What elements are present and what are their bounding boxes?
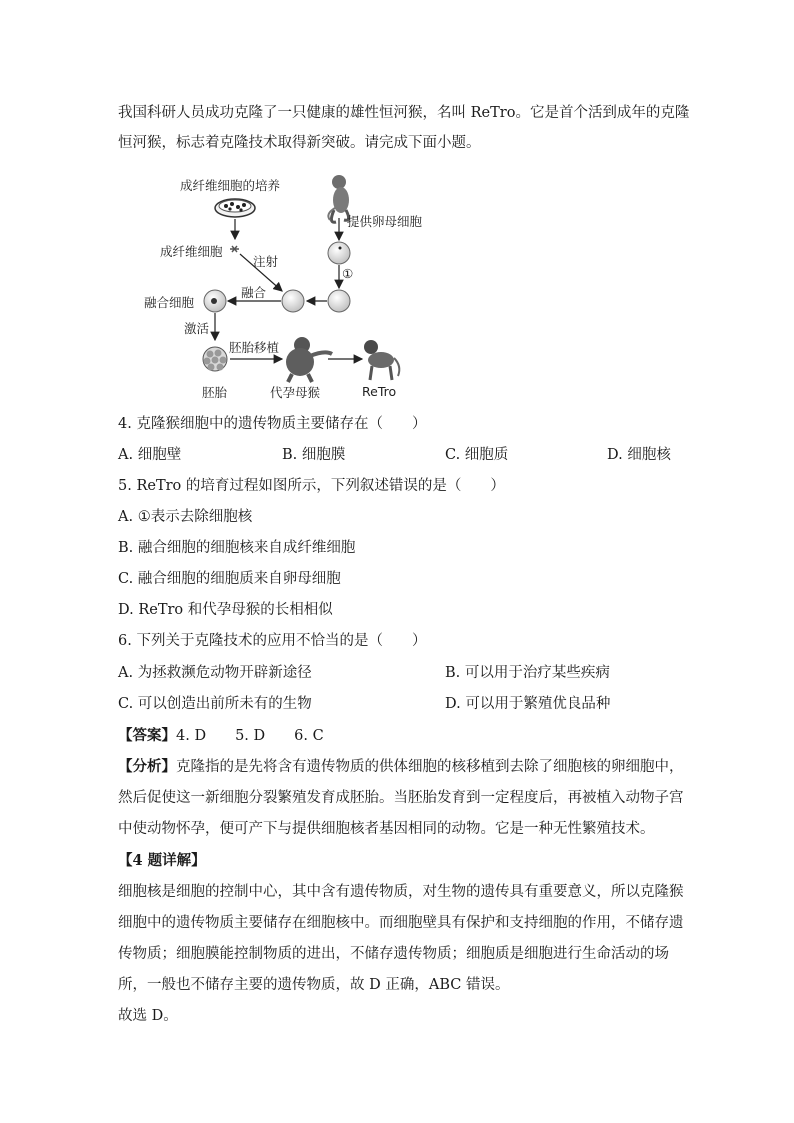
fusion-label: 融合 bbox=[241, 285, 267, 300]
embryo-icon bbox=[203, 347, 227, 371]
analysis-line-2: 然后促使这一新细胞分裂繁殖发育成胚胎。当胚胎发育到一定程度后，再被植入动物子宫 bbox=[118, 790, 684, 806]
fibroblast-label: 成纤维细胞 bbox=[160, 244, 223, 259]
step1-label: ① bbox=[342, 266, 354, 281]
culture-label: 成纤维细胞的培养 bbox=[180, 178, 281, 193]
cloning-diagram-svg bbox=[140, 162, 440, 407]
q5-option-c: C. 融合细胞的细胞质来自卵母细胞 bbox=[118, 571, 341, 587]
embryo-label: 胚胎 bbox=[202, 385, 228, 400]
detail4-tag: 【4 题详解】 bbox=[118, 852, 206, 869]
q5-stem: 5. ReTro 的培育过程如图所示，下列叙述错误的是（ ） bbox=[118, 478, 505, 494]
q5-option-d: D. ReTro 和代孕母猴的长相相似 bbox=[118, 602, 333, 618]
detail4-line-2: 细胞中的遗传物质主要储存在细胞核中。而细胞壁具有保护和支持细胞的作用，不储存遗 bbox=[118, 915, 684, 931]
q5-option-b: B. 融合细胞的细胞核来自成纤维细胞 bbox=[118, 540, 356, 556]
fibroblast-cell-icon bbox=[230, 246, 239, 252]
q4-option-c: C. 细胞质 bbox=[445, 447, 509, 463]
q6-option-c: C. 可以创造出前所未有的生物 bbox=[118, 696, 312, 712]
intro-line-2: 恒河猴，标志着克隆技术取得新突破。请完成下面小题。 bbox=[118, 135, 481, 151]
detail4-line-4: 所，一般也不储存主要的遗传物质，故 D 正确，ABC 错误。 bbox=[118, 977, 510, 993]
q6-option-b: B. 可以用于治疗某些疾病 bbox=[445, 665, 610, 681]
cloning-process-figure bbox=[140, 162, 440, 407]
detail4-line-1: 细胞核是细胞的控制中心，其中含有遗传物质，对生物的遗传具有重要意义，所以克隆猴 bbox=[118, 884, 684, 900]
provide-egg-label: 提供卵母细胞 bbox=[347, 214, 423, 229]
q4-stem: 4. 克隆猴细胞中的遗传物质主要储存在（ ） bbox=[118, 416, 427, 432]
q4-option-b: B. 细胞膜 bbox=[282, 447, 346, 463]
q6-stem: 6. 下列关于克隆技术的应用不恰当的是（ ） bbox=[118, 633, 427, 649]
answer-line bbox=[118, 726, 324, 746]
q4-option-d: D. 细胞核 bbox=[607, 447, 671, 463]
q6-option-a: A. 为拯救濒危动物开辟新途径 bbox=[118, 665, 312, 681]
retro-label: ReTro bbox=[362, 384, 397, 399]
analysis-text-1: 克隆指的是先将含有遗传物质的供体细胞的核移植到去除了细胞核的卵细胞中， bbox=[176, 759, 684, 775]
intro-line-1: 我国科研人员成功克隆了一只健康的雄性恒河猴，名叫 ReTro。它是首个活到成年的克隆 bbox=[118, 105, 690, 121]
detail4-line-3: 传物质；细胞膜能控制物质的进出，不储存遗传物质；细胞质是细胞进行生命活动的场 bbox=[118, 946, 669, 962]
detail4-line-5: 故选 D。 bbox=[118, 1008, 178, 1024]
petri-dish-icon bbox=[215, 199, 255, 217]
q5-option-a: A. ①表示去除细胞核 bbox=[118, 509, 253, 525]
activate-label: 激活 bbox=[184, 321, 210, 336]
embryo-transfer-label: 胚胎移植 bbox=[229, 340, 280, 355]
analysis-line-3: 中使动物怀孕，便可产下与提供细胞核者基因相同的动物。它是一种无性繁殖技术。 bbox=[118, 821, 655, 837]
egg-cell-icon bbox=[328, 242, 350, 264]
enucleated-egg-icon bbox=[328, 290, 350, 312]
surrogate-label: 代孕母猴 bbox=[270, 385, 321, 400]
answer-text: 4. D 5. D 6. C bbox=[176, 728, 324, 744]
analysis-line-1 bbox=[118, 757, 684, 777]
egg-donor-monkey-icon bbox=[328, 175, 349, 222]
injected-cell-icon bbox=[282, 290, 304, 312]
inject-label: 注射 bbox=[253, 254, 279, 269]
answer-tag: 【答案】 bbox=[118, 727, 176, 744]
analysis-tag: 【分析】 bbox=[118, 758, 176, 775]
q6-option-d: D. 可以用于繁殖优良品种 bbox=[445, 696, 611, 712]
fused-cell-label: 融合细胞 bbox=[144, 295, 195, 310]
retro-monkey-icon bbox=[364, 340, 399, 380]
surrogate-monkey-icon bbox=[286, 337, 332, 382]
q4-option-a: A. 细胞壁 bbox=[118, 447, 182, 463]
